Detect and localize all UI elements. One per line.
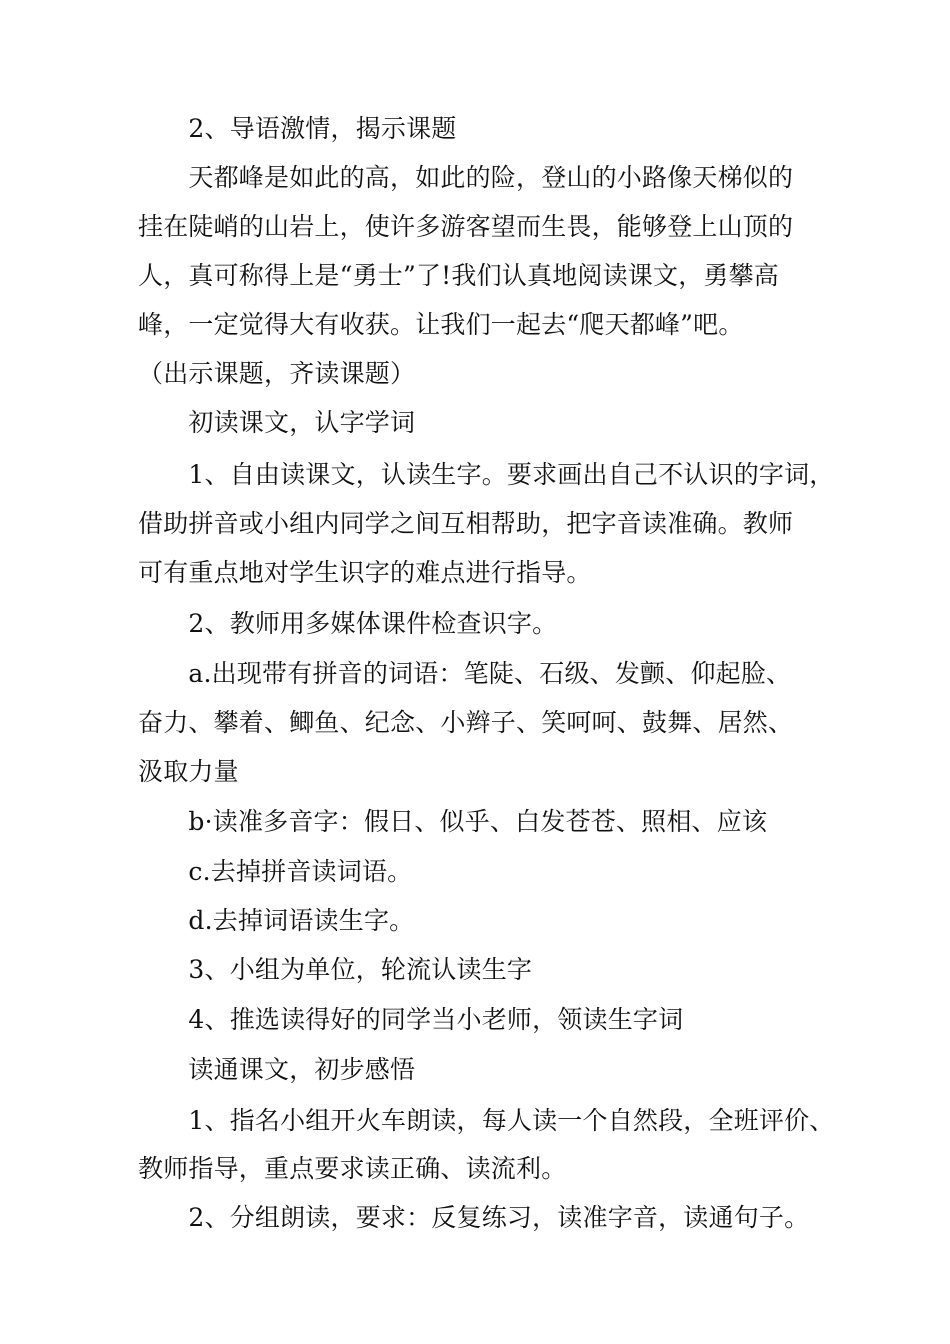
section-heading-read-through: 读通课文，初步感悟 [138,1055,416,1084]
text-line-8: 1、自由读课文，认读生字。要求画出自己不认识的字词， [138,460,835,489]
text-line-2: 天都峰是如此的高，如此的险，登山的小路像天梯似的 [138,163,794,192]
text-line-19: 4、推选读得好的同学当小老师，领读生字词 [138,1005,684,1034]
text-line-18: 3、小组为单位，轮流认读生字 [138,955,533,984]
text-line-13: 奋力、攀着、鲫鱼、纪念、小辫子、笑呵呵、鼓舞、居然、 [138,708,794,737]
text-line-6: （出示课题，齐读课题） [138,359,416,388]
section-heading-initial-reading: 初读课文，认字学词 [138,408,416,437]
text-line-16: c.去掉拼音读词语。 [138,857,413,886]
text-line-12: a.出现带有拼音的词语：笔陡、石级、发颤、仰起脸、 [138,659,792,688]
text-line-11: 2、教师用多媒体课件检查识字。 [138,609,558,638]
text-line-5: 峰，一定觉得大有收获。让我们一起去“爬天都峰”吧。 [138,310,744,339]
text-line-10: 可有重点地对学生识字的难点进行指导。 [138,558,592,587]
text-line-4: 人，真可称得上是“勇士”了!我们认真地阅读课文，勇攀高 [138,261,780,290]
text-line-14: 汲取力量 [138,757,239,786]
text-line-17: d.去掉词语读生字。 [138,906,415,935]
text-line-1: 2、导语激情，揭示课题 [138,114,457,143]
text-line-9: 借助拼音或小组内同学之间互相帮助，把字音读准确。教师 [138,509,794,538]
text-line-3: 挂在陡峭的山岩上，使许多游客望而生畏，能够登上山顶的 [138,212,794,241]
text-line-22: 教师指导，重点要求读正确、读流利。 [138,1154,567,1183]
text-line-21: 1、指名小组开火车朗读，每人读一个自然段，全班评价、 [138,1106,835,1135]
text-line-23: 2、分组朗读，要求：反复练习，读准字音，读通句子。 [138,1203,810,1232]
text-line-15: b·读准多音字：假日、似乎、白发苍苍、照相、应该 [138,807,768,836]
